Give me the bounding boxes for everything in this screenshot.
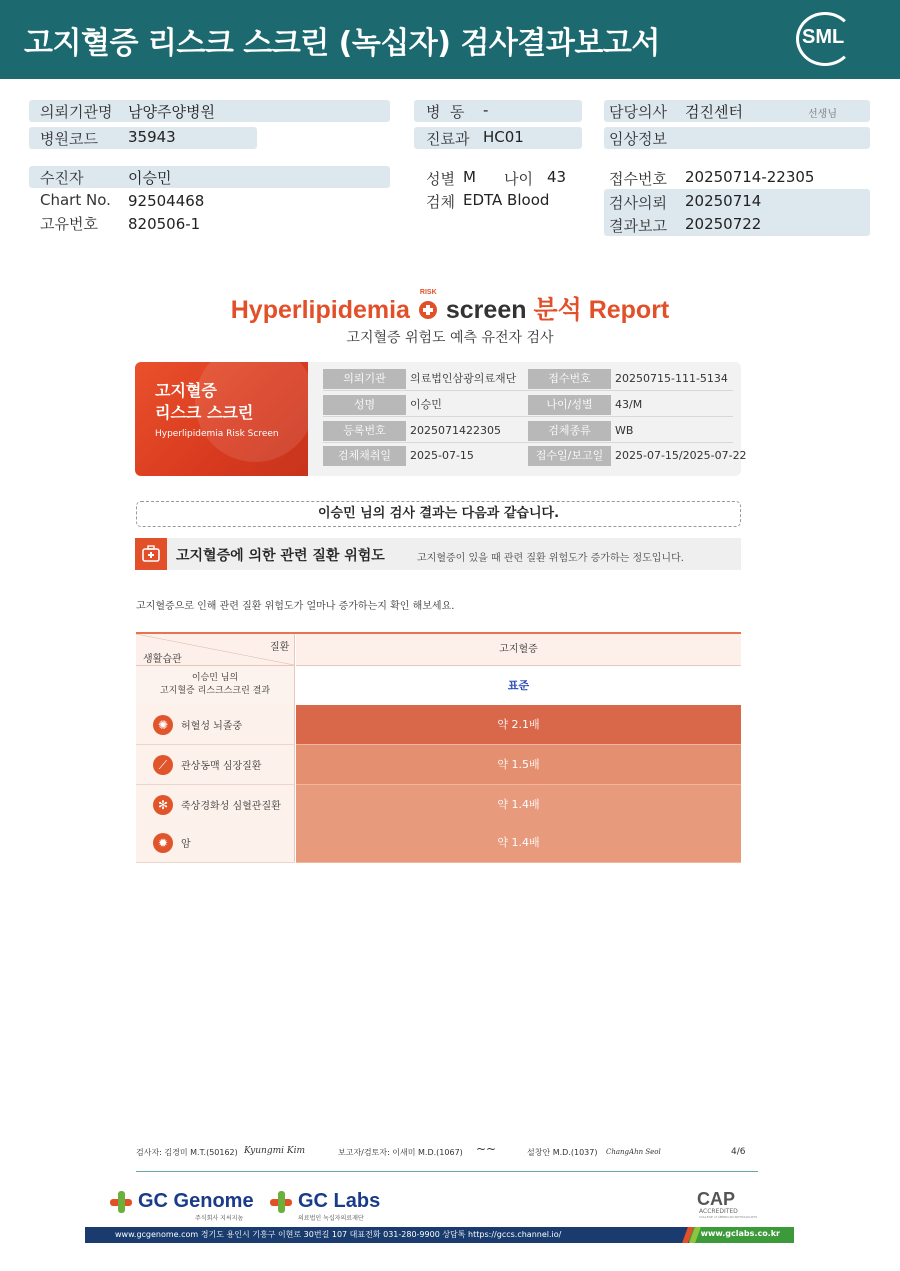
risk-plus-icon [419, 289, 437, 319]
hospital-code-value: 35943 [128, 128, 176, 146]
dept-value: HC01 [483, 128, 524, 146]
examiner-text: 검사자: 김경미 M.T.(50162) [136, 1148, 238, 1157]
card-divider [323, 390, 733, 391]
report-title-suffix: 분석 Report [533, 296, 670, 324]
card-key: 접수번호 [528, 369, 611, 389]
examiner-signature: Kyungmi Kim [244, 1146, 305, 1156]
specimen-label: 검체 [426, 193, 455, 211]
risk-value-cell: 약 1.4배 [296, 823, 741, 863]
card-value: 이승민 [410, 398, 442, 411]
ward-label: 병 동 [426, 103, 465, 121]
cancer-cell-icon: ✹ [153, 833, 173, 853]
table-column-header: 고지혈증 [296, 634, 741, 666]
sex-label: 성별 [426, 170, 455, 188]
card-value: WB [615, 424, 634, 437]
age-label: 나이 [504, 170, 533, 188]
result-summary: 이승민 님의 검사 결과는 다음과 같습니다. [136, 501, 741, 527]
director-text: 설창안 M.D.(1037) [527, 1148, 598, 1157]
card-value: 2025071422305 [410, 424, 501, 437]
institution-value: 남양주양병원 [128, 103, 215, 121]
report-date-label: 결과보고 [609, 217, 667, 235]
result-label-cell [136, 666, 295, 705]
reporter-text: 보고자/검토자: 이새미 M.D.(1067) [338, 1148, 463, 1157]
gc-cross-icon [270, 1191, 292, 1213]
chart-no-label: Chart No. [40, 191, 111, 209]
banner-title-1: 고지혈증 [155, 381, 217, 400]
risk-badge: RISK [419, 289, 437, 296]
cap-logo: CAP [697, 1189, 736, 1209]
cap-accredited: ACCREDITED [699, 1208, 738, 1215]
gc-genome-logo: GC Genome [138, 1190, 254, 1212]
card-key: 나이/성별 [528, 395, 611, 415]
doctor-label: 담당의사 [609, 103, 667, 121]
brain-icon: ✺ [153, 715, 173, 735]
report-date-value: 20250722 [685, 215, 762, 233]
institution-label: 의뢰기관명 [40, 103, 113, 121]
footer-divider [136, 1171, 758, 1172]
vessel-icon: ⟋ [153, 755, 173, 775]
test-card-banner [135, 362, 308, 476]
table-row-label [136, 785, 295, 825]
age-value: 43 [547, 168, 567, 186]
card-key: 접수일/보고일 [528, 446, 611, 466]
result-value-cell: 표준 [296, 666, 741, 705]
card-value: 의료법인삼광의료재단 [410, 372, 517, 385]
director-signature: ChangAhn Seol [606, 1148, 661, 1156]
gc-cross-icon [110, 1191, 132, 1213]
sml-logo [796, 12, 854, 66]
gc-labs-sub: 의료법인 녹십자의료재단 [298, 1215, 364, 1222]
footer-website-link[interactable]: www.gclabs.co.kr [700, 1229, 780, 1238]
patient-label: 수진자 [40, 169, 84, 187]
medical-kit-icon [135, 538, 167, 570]
disease-name: 죽상경화성 심혈관질환 [181, 801, 281, 812]
report-title [0, 290, 900, 326]
table-row-label [136, 705, 295, 745]
sex-value: M [463, 168, 476, 186]
sml-logo-text: SML [802, 26, 845, 48]
unique-no-label: 고유번호 [40, 215, 98, 233]
hospital-code-label: 병원코드 [40, 130, 98, 148]
table-row-label [136, 745, 295, 785]
unique-no-value: 820506-1 [128, 215, 201, 233]
card-key: 검체채취일 [323, 446, 406, 466]
report-header-bar [0, 0, 900, 79]
footer-contact-bar [85, 1227, 794, 1243]
reporter-signature: ~~ [476, 1142, 497, 1156]
table-row-label [136, 823, 295, 863]
risk-value-cell: 약 1.5배 [296, 745, 741, 785]
card-divider [323, 416, 733, 417]
heart-vessel-icon: ✻ [153, 795, 173, 815]
card-key: 의뢰기관 [323, 369, 406, 389]
footer-address: www.gcgenome.com 경기도 용인시 기흥구 이현로 30번길 107 대표전화 031-280-9900 상담톡 https://gccs.channel.io/ [115, 1230, 562, 1239]
card-value: 43/M [615, 398, 643, 411]
receipt-label: 접수번호 [609, 170, 667, 188]
report-title-screen: screen [445, 296, 527, 324]
gc-labs-logo: GC Labs [298, 1190, 381, 1212]
request-value: 20250714 [685, 192, 762, 210]
banner-title-2: 리스크 스크린 [155, 403, 254, 422]
table-corner-bottom: 생활습관 [143, 654, 182, 665]
card-value: 20250715-111-5134 [615, 372, 728, 385]
clinical-label: 임상정보 [609, 130, 667, 148]
card-value: 2025-07-15 [410, 449, 474, 462]
page-number: 4/6 [731, 1147, 746, 1157]
cap-college: COLLEGE of AMERICAN PATHOLOGISTS [699, 1215, 758, 1219]
result-label-line2: 고지혈증 리스크스크린 결과 [159, 686, 271, 696]
ward-value: - [483, 101, 489, 119]
card-key: 검체종류 [528, 421, 611, 441]
page-title: 고지혈증 리스크 스크린 (녹십자) 검사결과보고서 [24, 26, 660, 61]
doctor-value: 검진센터 [685, 103, 743, 121]
disease-name: 허혈성 뇌졸중 [181, 721, 243, 732]
gc-genome-sub: 주식회사 지씨지놈 [195, 1215, 244, 1222]
disease-name: 관상동맥 심장질환 [181, 761, 262, 772]
dept-label: 진료과 [426, 130, 470, 148]
section-note: 고지혈증이 있을 때 관련 질환 위험도가 증가하는 정도입니다. [417, 553, 684, 564]
card-divider [323, 442, 733, 443]
intro-text: 고지혈증으로 인해 관련 질환 위험도가 얼마나 증가하는지 확인 해보세요. [136, 601, 455, 612]
risk-value-cell: 약 2.1배 [296, 705, 741, 745]
doctor-suffix: 선생님 [808, 109, 837, 120]
specimen-value: EDTA Blood [463, 191, 550, 209]
chart-no-value: 92504468 [128, 192, 205, 210]
section-title: 고지혈증에 의한 관련 질환 위험도 [176, 548, 385, 564]
banner-title-en: Hyperlipidemia Risk Screen [155, 429, 279, 439]
report-subtitle: 고지혈증 위험도 예측 유전자 검사 [346, 330, 554, 346]
table-corner-top: 질환 [270, 642, 290, 653]
card-key: 등록번호 [323, 421, 406, 441]
card-key: 성명 [323, 395, 406, 415]
report-title-main: Hyperlipidemia [230, 296, 410, 324]
card-value: 2025-07-15/2025-07-22 [615, 449, 747, 462]
request-label: 검사의뢰 [609, 194, 667, 212]
risk-value-cell: 약 1.4배 [296, 785, 741, 825]
disease-name: 암 [181, 839, 191, 850]
patient-value: 이승민 [128, 169, 172, 187]
receipt-value: 20250714-22305 [685, 168, 815, 186]
result-label-line1: 이승민 님의 [191, 673, 239, 683]
